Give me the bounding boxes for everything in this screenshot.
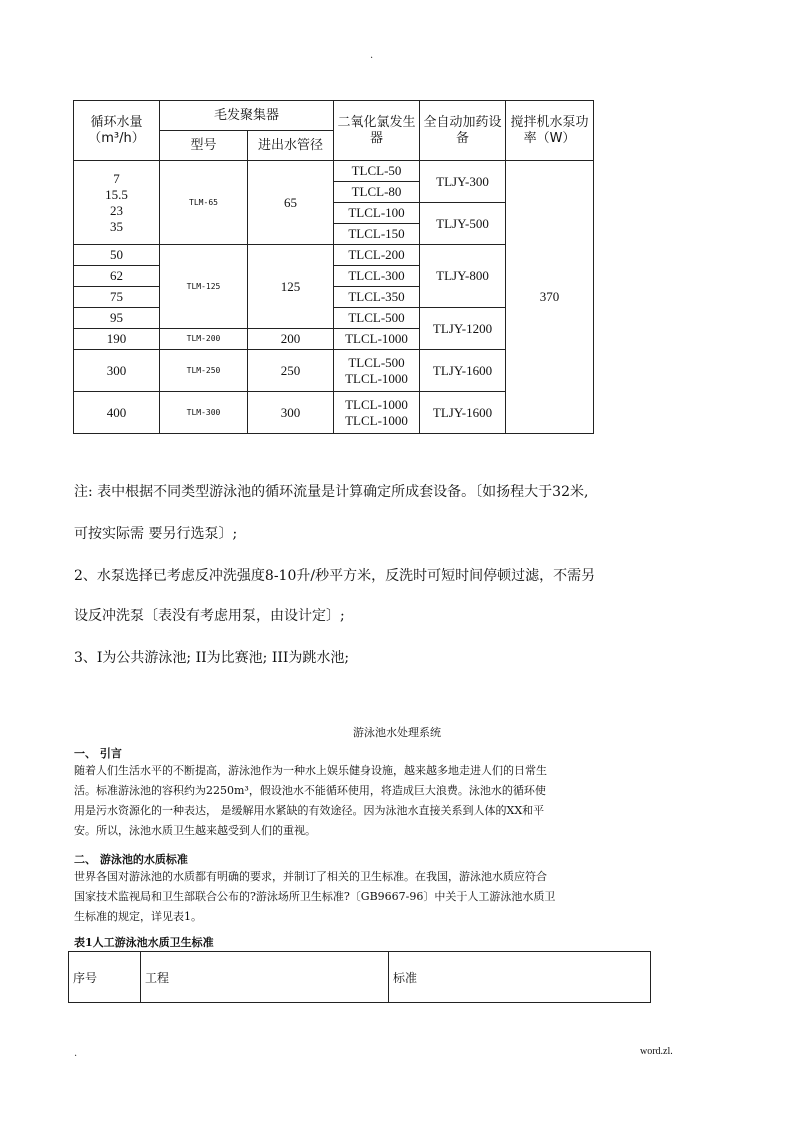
chlorine-model-cell: TLCL-150 xyxy=(334,224,420,245)
chlorine-model-cell: TLCL-500 TLCL-1000 xyxy=(334,350,420,392)
section-title: 游泳池水处理系统 xyxy=(353,726,441,739)
note-1-line-1: 注: 表中根据不同类型游泳池的循环流量是计算确定所成套设备。〔如扬程大于32米, xyxy=(74,484,589,500)
dosing-model-cell: TLJY-1200 xyxy=(420,308,506,350)
collector-model-cell: TLM-300 xyxy=(160,392,248,434)
dosing-model-cell: TLJY-1600 xyxy=(420,350,506,392)
collector-model-cell: TLM-200 xyxy=(160,329,248,350)
pipe-size-cell: 200 xyxy=(248,329,334,350)
collector-model-cell: TLM-65 xyxy=(160,161,248,245)
collector-header: 毛发聚集器 xyxy=(160,101,334,131)
pipe-size-cell: 300 xyxy=(248,392,334,434)
pipe-size-cell: 250 xyxy=(248,350,334,392)
chlorine-header: 二氧化氯发生器 xyxy=(334,101,420,161)
chlorine-model-cell: TLCL-50 xyxy=(334,161,420,182)
quality-header-item: 工程 xyxy=(141,952,389,1003)
flow-cell: 300 xyxy=(74,350,160,392)
flow-cell: 50 xyxy=(74,245,160,266)
model-header: 型号 xyxy=(160,131,248,161)
quality-header-number: 序号 xyxy=(69,952,141,1003)
chlorine-model-cell: TLCL-500 xyxy=(334,308,420,329)
chlorine-model-cell: TLCL-100 xyxy=(334,203,420,224)
pipe-size-cell: 65 xyxy=(248,161,334,245)
chlorine-model-cell: TLCL-1000 TLCL-1000 xyxy=(334,392,420,434)
footer-mark: . xyxy=(74,1048,78,1059)
dosing-model-cell: TLJY-800 xyxy=(420,245,506,308)
collector-model-cell: TLM-125 xyxy=(160,245,248,329)
note-1-line-2: 可按实际需 要另行选泵〕; xyxy=(74,526,238,542)
pump-power-cell: 370 xyxy=(506,161,594,434)
equipment-table xyxy=(73,100,594,434)
quality-table xyxy=(68,951,651,1003)
heading-water-standard: 二、 游泳池的水质标准 xyxy=(74,853,188,866)
quality-header-standard: 标准 xyxy=(389,952,651,1003)
note-2-line-2: 设反冲洗泵〔表没有考虑用泵，由设计定〕; xyxy=(74,608,345,624)
pipe-header: 进出水管径 xyxy=(248,131,334,161)
chlorine-model-cell: TLCL-1000 xyxy=(334,329,420,350)
header-mark: . xyxy=(370,50,374,61)
flow-cell: 75 xyxy=(74,287,160,308)
dosing-header: 全自动加药设备 xyxy=(420,101,506,161)
dosing-model-cell: TLJY-1600 xyxy=(420,392,506,434)
flow-cell: 400 xyxy=(74,392,160,434)
collector-model-cell: TLM-250 xyxy=(160,350,248,392)
flow-header: 循环水量 （m³/h） xyxy=(74,101,160,161)
chlorine-model-cell: TLCL-80 xyxy=(334,182,420,203)
standard-paragraph: 世界各国对游泳池的水质都有明确的要求，并制订了相关的卫生标准。在我国，游泳池水质应符合 国家技术监视局和卫生部联合公布的?游泳场所卫生标准?〔GB9667-96〕中关于人工游泳池水质卫 生标准的规定，详见表1。 xyxy=(74,870,556,923)
flow-cell: 190 xyxy=(74,329,160,350)
footer-text: word.zl. xyxy=(640,1046,673,1057)
table-caption: 表1人工游泳池水质卫生标准 xyxy=(74,936,214,949)
chlorine-model-cell: TLCL-300 xyxy=(334,266,420,287)
chlorine-model-cell: TLCL-350 xyxy=(334,287,420,308)
pump-header: 搅拌机水泵功率（W） xyxy=(506,101,594,161)
note-2-line-1: 2、水泵选择已考虑反冲洗强度8-10升/秒平方米，反洗时可短时间停顿过滤，不需另 xyxy=(74,568,596,584)
dosing-model-cell: TLJY-300 xyxy=(420,161,506,203)
pipe-size-cell: 125 xyxy=(248,245,334,329)
dosing-model-cell: TLJY-500 xyxy=(420,203,506,245)
intro-paragraph: 随着人们生活水平的不断提高，游泳池作为一种水上娱乐健身设施，越来越多地走进人们的日常生 活。标准游泳池的容积约为2250m³，假设池水不能循环使用，将造成巨大浪费。泳池水的循环使 用是污水资源化的一种表达， 是缓解用水紧缺的有效途径。因为泳池水直接关系到人体的XX和平 安。所以，泳池水质卫生越来越受到人们的重视。 xyxy=(74,764,547,837)
flow-cell: 95 xyxy=(74,308,160,329)
chlorine-model-cell: TLCL-200 xyxy=(334,245,420,266)
note-3: 3、I为公共游泳池; II为比赛池; III为跳水池; xyxy=(74,650,350,666)
flow-cell: 62 xyxy=(74,266,160,287)
flow-group-1: 7 15.5 23 35 xyxy=(74,161,160,245)
heading-introduction: 一、 引言 xyxy=(74,747,122,760)
